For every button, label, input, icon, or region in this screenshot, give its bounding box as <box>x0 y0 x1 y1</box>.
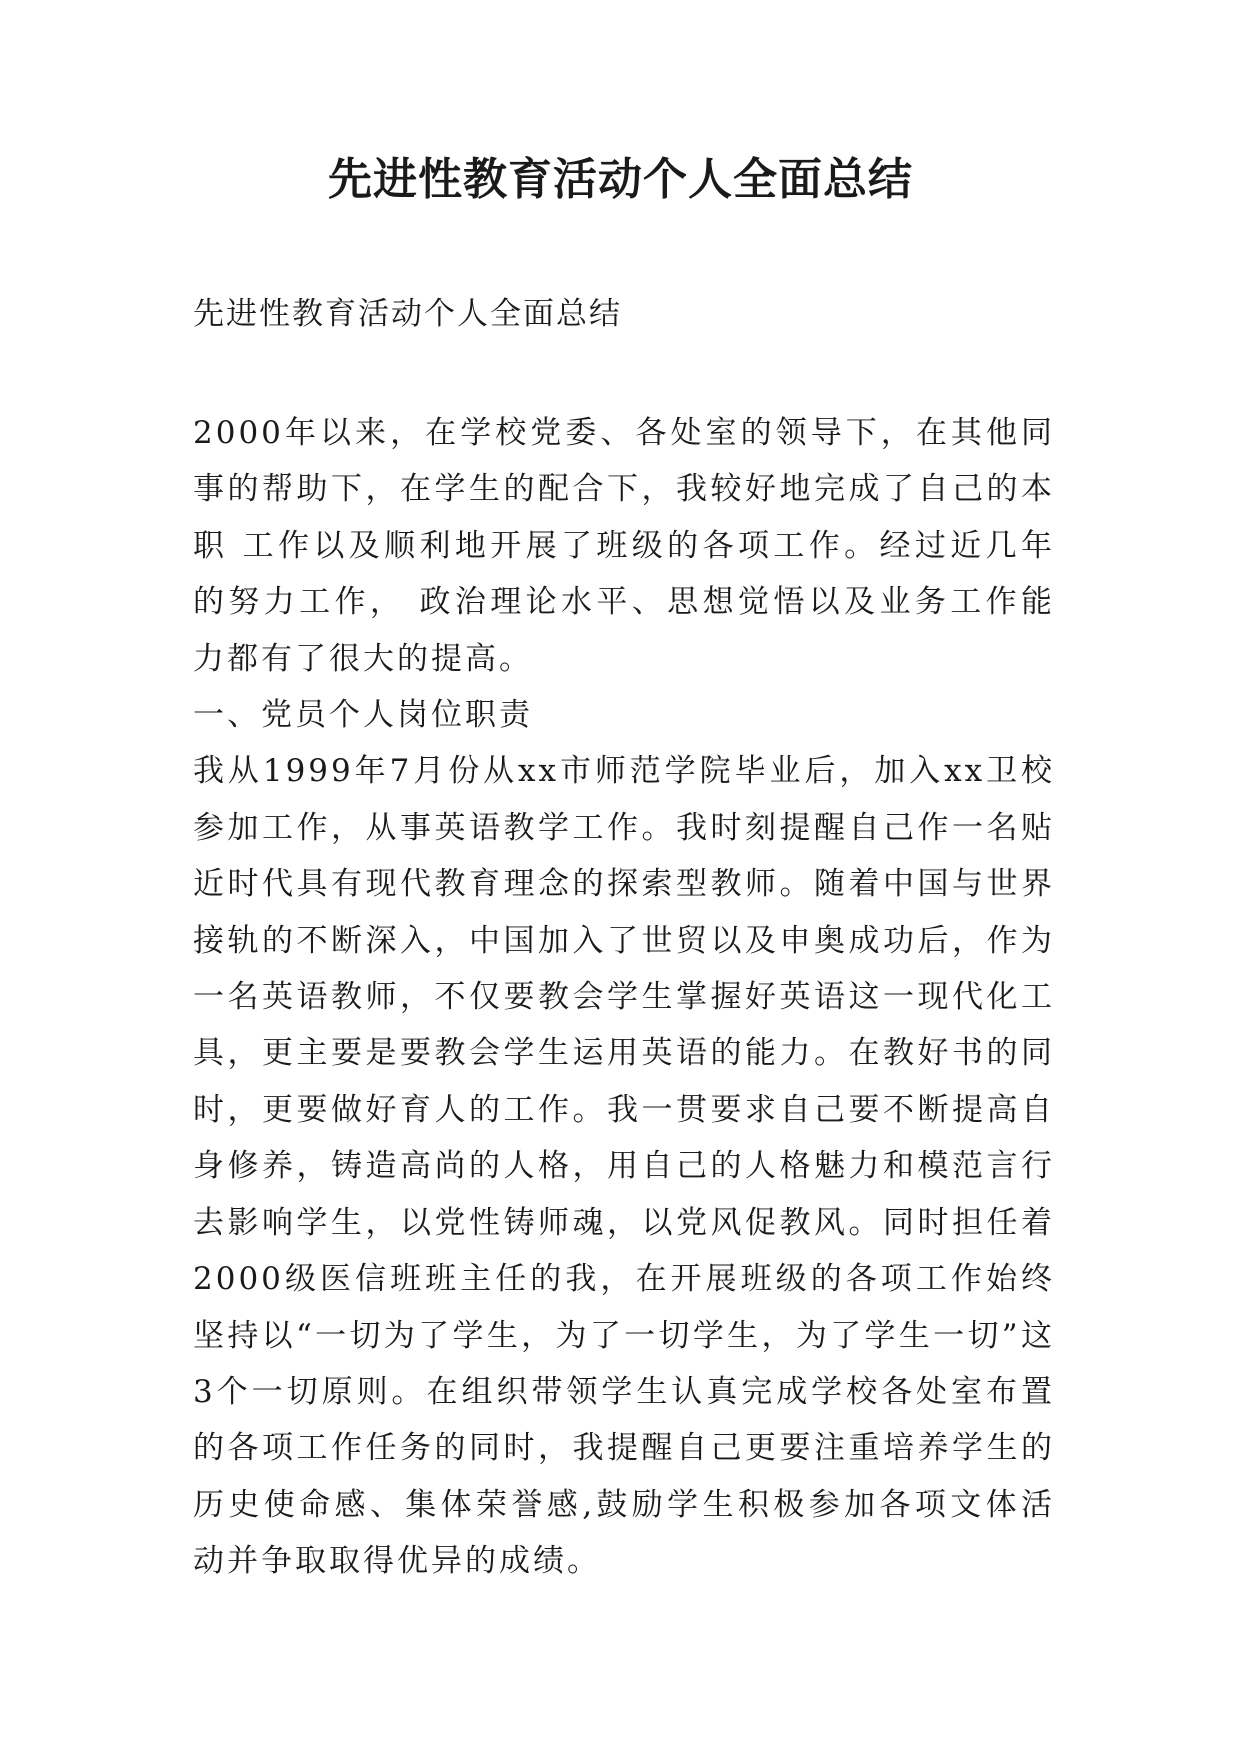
document-subtitle: 先进性教育活动个人全面总结 <box>193 296 622 332</box>
document-title: 先进性教育活动个人全面总结 <box>328 154 913 205</box>
paragraph-duties: 我从1999年7月份从xx市师范学院毕业后，加入xx卫校参加工作，从事英语教学工作。我时刻提醒自己作一名贴近时代具有现代教育理念的探索型教师。随着中国与世界接轨的不断深入，中国加入了世贸以及申奥成功后，作为一名英语教师，不仅要教会学生掌握好英语这一现代化工具，更主要是要教会学生运用英语的能力。在教好书的同时，更要做好育人的工作。我一贯要求自己要不断提高自身修养，铸造高尚的人格，用自己的人格魅力和模范言行去影响学生，以党性铸师魂，以党风促教风。同时担任着2000级医信班班主任的我，在开展班级的各项工作始终坚持以“一切为了学生，为了一切学生，为了学生一切”这3个一切原则。在组织带领学生认真完成学校各处室布置的各项工作任务的同时，我提醒自己更要注重培养学生的历史使命感、集体荣誉感,鼓励学生积极参加各项文体活动并争取取得优异的成绩。 <box>193 753 1055 1580</box>
paragraph-intro: 2000年以来，在学校党委、各处室的领导下，在其他同事的帮助下，在学生的配合下，我较好地完成了自己的本职 工作以及顺利地开展了班级的各项工作。经过近几年的努力工作， 政治理论水平、思想觉悟以及业务工作能力都有了很大的提高。 <box>193 415 1055 677</box>
document-body <box>193 405 1055 1590</box>
section-heading: 一、党员个人岗位职责 <box>193 697 533 734</box>
